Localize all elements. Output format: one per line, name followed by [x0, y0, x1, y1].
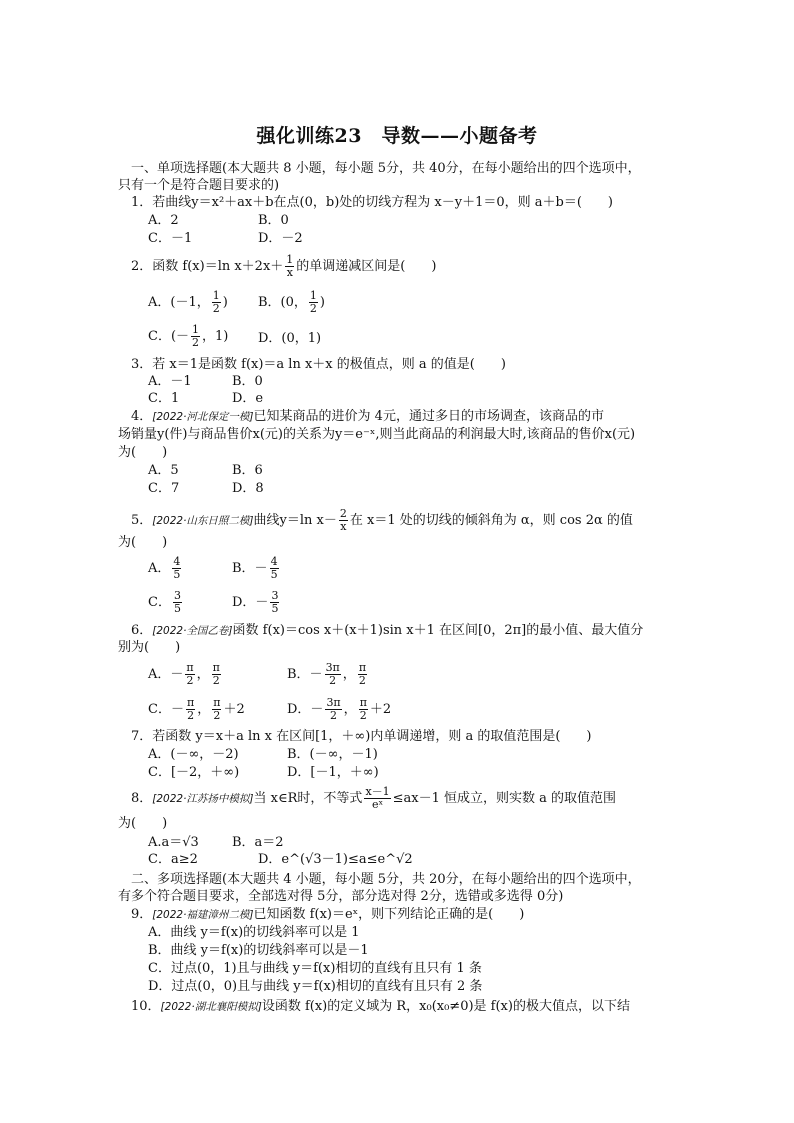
- q4-option-b: B．6: [232, 463, 263, 478]
- q8-option-c: C．a≥2: [148, 852, 198, 867]
- q8-stem-cont: 为( ): [118, 816, 168, 831]
- q2-stem: 2．函数 f(x)＝ln x＋2x＋ $\frac{1}{x}$ 的单调递减区间是( ): [131, 253, 437, 279]
- q6-option-d: D．－ $\frac{3\pi}{2}$ ， $\frac{\pi}{2}$ ＋2: [287, 696, 392, 722]
- q2-option-a: A．(－1， $\frac{1}{2}$ ): [148, 289, 228, 315]
- q2-option-b: B．(0， $\frac{1}{2}$ ): [258, 289, 325, 315]
- section1-intro: 一、单项选择题(本大题共 8 小题，每小题 5分，共 40分，在每小题给出的四个选项中，: [131, 161, 641, 176]
- q5-option-b: B．－ $\frac{4}{5}$: [232, 555, 278, 581]
- q4-stem: 4．[2022·河北保定一模]已知某商品的进价为 4元，通过多日的市场调查，该商品的市: [131, 409, 604, 424]
- q9-option-b: B．曲线 y＝f(x)的切线斜率可以是－1: [148, 943, 369, 958]
- q6-stem: 6．[2022·全国乙卷]函数 f(x)＝cos x＋(x＋1)sin x＋1 在区间[0，2π]的最小值、最大值分: [131, 623, 644, 638]
- fraction: $\frac{1}{x}$: [286, 253, 294, 279]
- q1-option-b: B．0: [258, 213, 289, 228]
- q10-stem: 10．[2022·湖北襄阳模拟]设函数 f(x)的定义域为 R，x₀(x₀≠0)是 f(x)的极大值点，以下结: [131, 999, 630, 1014]
- q2-option-c: C．(－ $\frac{1}{2}$ ，1): [148, 323, 229, 349]
- q1-option-d: D．－2: [258, 231, 303, 246]
- q3-option-b: B．0: [232, 374, 263, 389]
- q5-stem-cont: 为( ): [118, 535, 168, 550]
- q8-option-a: A.a＝√3: [148, 835, 199, 850]
- q5-stem: 5．[2022·山东日照二模]曲线y＝ln x－ $\frac{2}{x}$ 在 x＝1 处的切线的倾斜角为 α，则 cos 2α 的值: [131, 507, 633, 533]
- q3-option-c: C．1: [148, 391, 180, 406]
- q2-option-d: D．(0，1): [258, 331, 322, 346]
- q8-option-b: B．a＝2: [232, 835, 284, 850]
- q9-option-a: A．曲线 y＝f(x)的切线斜率可以是 1: [148, 925, 360, 940]
- q6-stem-cont: 别为( ): [118, 640, 181, 655]
- q3-option-a: A．－1: [148, 374, 192, 389]
- section1-intro-cont: 只有一个是符合题目要求的): [118, 178, 280, 193]
- q4-option-d: D．8: [232, 481, 264, 496]
- q3-option-d: D．e: [232, 391, 264, 406]
- q5-option-a: A． $\frac{4}{5}$: [148, 555, 181, 581]
- q3-stem: 3．若 x＝1是函数 f(x)＝a ln x＋x 的极值点，则 a 的值是( ): [131, 357, 506, 372]
- q4-stem-cont: 场销量y(件)与商品售价x(元)的关系为y＝e⁻ˣ,则当此商品的利润最大时,该商品的售价x(元): [118, 427, 636, 442]
- q4-option-c: C．7: [148, 481, 180, 496]
- q5-option-c: C． $\frac{3}{5}$: [148, 589, 181, 615]
- q1-option-a: A．2: [148, 213, 179, 228]
- q6-option-a: A．－ $\frac{\pi}{2}$ ， $\frac{\pi}{2}$: [148, 661, 220, 687]
- q7-stem: 7．若函数 y＝x＋a ln x 在区间[1，＋∞)内单调递增，则 a 的取值范围是( ): [131, 729, 592, 744]
- q8-stem: 8．[2022·江苏扬中模拟]当 x∈R时，不等式 $\frac{x-1}{\text{eˣ}}$ ≤ax－1 恒成立，则实数 a 的取值范围: [131, 785, 617, 811]
- q10-source: [2022·湖北襄阳模拟]: [160, 1001, 262, 1013]
- q7-option-c: C．[－2，＋∞): [148, 765, 240, 780]
- q6-option-b: B．－ $\frac{3\pi}{2}$ ， $\frac{\pi}{2}$: [287, 661, 367, 687]
- q9-option-d: D．过点(0，0)且与曲线 y＝f(x)相切的直线有且只有 2 条: [148, 979, 483, 994]
- q6-source: [2022·全国乙卷]: [152, 625, 233, 637]
- page-title: 强化训练23 导数——小题备考: [256, 125, 538, 147]
- q4-source: [2022·河北保定一模]: [152, 411, 254, 423]
- q6-option-c: C．－ $\frac{\pi}{2}$ ， $\frac{\pi}{2}$ ＋2: [148, 696, 245, 722]
- q5-option-d: D．－ $\frac{3}{5}$: [232, 589, 279, 615]
- q7-option-b: B．(－∞，－1): [287, 747, 378, 762]
- q1-stem: 1．若曲线y＝x²＋ax＋b在点(0，b)处的切线方程为 x－y＋1＝0，则 a＋b＝( ): [131, 195, 613, 210]
- q9-option-c: C．过点(0，1)且与曲线 y＝f(x)相切的直线有且只有 1 条: [148, 961, 482, 976]
- q9-source: [2022·福建漳州二模]: [152, 909, 254, 921]
- q8-option-d: D．e^(√3－1)≤a≤e^√2: [258, 852, 413, 867]
- q7-option-a: A．(－∞，－2): [148, 747, 239, 762]
- section2-intro: 二、多项选择题(本大题共 4 小题，每小题 5分，共 20分，在每小题给出的四个选项中，: [131, 872, 641, 887]
- section2-intro-cont: 有多个符合题目要求，全部选对得 5分，部分选对得 2分，选错或多选得 0分): [118, 889, 564, 904]
- q4-stem-cont2: 为( ): [118, 445, 168, 460]
- q7-option-d: D．[－1，＋∞): [287, 765, 379, 780]
- q1-option-c: C．－1: [148, 231, 193, 246]
- q5-source: [2022·山东日照二模]: [152, 515, 254, 527]
- q4-option-a: A．5: [148, 463, 179, 478]
- q8-source: [2022·江苏扬中模拟]: [152, 793, 254, 805]
- q9-stem: 9．[2022·福建漳州二模]已知函数 f(x)＝eˣ，则下列结论正确的是( ): [131, 907, 525, 922]
